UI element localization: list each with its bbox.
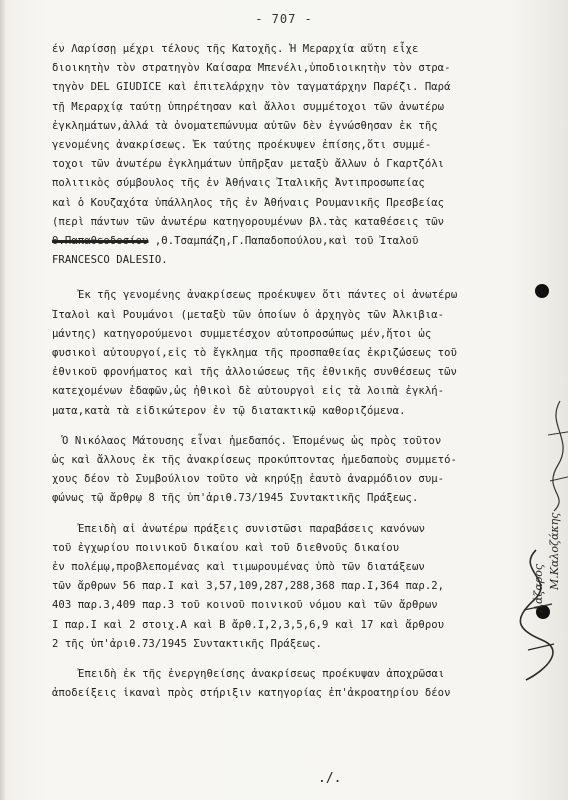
text-line: ἀποδείξεις ἱκαναὶ πρὸς στήριξιν κατηγορίας ἐπ'ἀκροατηρίου δέον	[52, 687, 451, 700]
paragraph-gap	[52, 654, 530, 665]
paragraph-gap	[52, 509, 530, 520]
text-line: χους δέον τὸ Συμβούλιον τοῦτο νὰ κηρύξῃ ἑαυτὸ ἀναρμόδιον συμ-	[52, 473, 445, 486]
text-line: Θ.Παπαθεοδοσίου ,Θ.Τσαμπάζη,Γ.Παπαδοπούλου,καὶ τοῦ Ἰταλοῦ	[52, 235, 419, 248]
text-line: (περὶ πάντων τῶν ἀνωτέρω κατηγορουμένων βλ.τὰς καταθέσεις τῶν	[52, 215, 445, 228]
page-number: - 707 -	[255, 12, 313, 26]
text-line: Ι παρ.Ι καὶ 2 στοιχ.Α καὶ Β ἄρθ.Ι,2,3,5,6,9 καὶ 17 καὶ ἄρθρου	[52, 618, 445, 631]
margin-handwriting: Λάζαρος	[532, 563, 545, 612]
struck-name: Θ.Παπαθεοδοσίου	[52, 235, 149, 248]
text-line: ἐν πολέμῳ,προβλεπομένας καὶ τιμωρουμένας ὑπὸ τῶν διατάξεων	[52, 561, 425, 574]
text-line: τοῦ ἐγχωρίου ποινικοῦ δικαίου καὶ τοῦ διεθνοῦς δικαίου	[52, 541, 400, 554]
text-line: φυσικοὶ αὐτουργοί,εἰς τὸ ἔγκλημα τῆς προσπαθείας ἐκριζώσεως τοῦ	[52, 347, 457, 360]
paragraph-gap	[52, 421, 530, 432]
text-line: Ἐπειδὴ αἱ ἀνωτέρω πράξεις συνιστῶσι παραβάσεις κανόνων	[78, 522, 426, 535]
text-line: φώνως τῷ ἄρθρῳ 8 τῆς ὑπ'ἀριθ.73/1945 Συντακτικῆς Πράξεως.	[52, 492, 419, 505]
text-line: 403 παρ.3,409 παρ.3 τοῦ κοινοῦ ποινικοῦ νόμου καὶ τῶν ἄρθρων	[52, 599, 438, 612]
text-line: διοικητὴν τὸν στρατηγὸν Καίσαρα Μπενέλι,ὑποδιοικητὴν τὸν στρα-	[52, 62, 451, 75]
text-line: τοχοι τῶν ἀνωτέρω ἐγκλημάτων ὑπῆρξαν μεταξὺ ἄλλων ὁ Γκαρτζόλι	[52, 158, 445, 171]
continuation-mark: ./.	[318, 771, 342, 786]
text-line: τηγὸν DEL GIUDICE καὶ ἐπιτελάρχην τὸν ταγματάρχην Παρέζι. Παρά	[52, 81, 451, 94]
text-line: κατεχομένων ἐδαφῶν,ὡς ἠθικοὶ δὲ αὐτουργοὶ εἰς τὰ λοιπὰ ἐγκλή-	[52, 385, 445, 398]
text-line: ἐγκλημάτων,ἀλλά τὰ ὀνοματεπώνυμα αὐτῶν δὲν ἐγνώσθησαν ἐκ τῆς	[52, 119, 438, 132]
text-line: γενομένης ἀνακρίσεως. Ἐκ ταύτης προέκυψεν ἐπίσης,ὅτι συμμέ-	[52, 139, 432, 152]
text-line: πολιτικὸς σύμβουλος τῆς ἐν Ἀθήναις Ἰταλικῆς Ἀντιπροσωπείας	[52, 177, 425, 190]
text-line: ἐθνικοῦ φρονήματος καὶ τῆς ἀλλοιώσεως τῆς ἐθνικῆς συνθέσεως τῶν	[52, 366, 457, 379]
text-line: τῶν ἄρθρων 56 παρ.Ι καὶ 3,57,109,287,288,368 παρ.Ι,364 παρ.2,	[52, 580, 445, 593]
text-line: Ἰταλοὶ καὶ Ρουμάνοι (μεταξὺ τῶν ὁποίων ὁ ἀρχηγὸς τῶν Ἀλκιβια-	[52, 308, 445, 321]
text-line: Ἐκ τῆς γενομένης ἀνακρίσεως προέκυψεν ὅτι πάντες οἱ ἀνωτέρω	[78, 289, 458, 302]
signature-scribble	[506, 540, 566, 690]
text-line: Ὁ Νικόλαος Μάτουσης εἶναι ἡμεδαπός. Ἐπομένως ὡς πρὸς τοῦτον	[62, 434, 442, 447]
text-line: ὡς καὶ ἄλλους ἐκ τῆς ἀνακρίσεως προκύπτοντας ἡμεδαποὺς συμμετό-	[52, 454, 457, 467]
text-line: τῇ Μεραρχίᾳ ταύτῃ ὑπηρέτησαν καὶ ἄλλοι συμμέτοχοι τῶν ἀνωτέρω	[52, 100, 445, 113]
text-line: καὶ ὁ Κουζαχότα ὑπάλληλος τῆς ἐν Ἀθήναις Ρουμανικῆς Πρεσβείας	[52, 196, 445, 209]
text-line: FRANCESCO DALESIO.	[52, 254, 168, 267]
signature-scribble	[540, 395, 568, 515]
punch-hole-top	[535, 284, 549, 298]
document-body	[52, 40, 530, 704]
margin-handwriting: Μ.Καλοζάκης	[548, 512, 561, 590]
text-line: ματα,κατὰ τὰ εἰδικώτερον ἐν τῷ διατακτικῷ καθοριζόμενα.	[52, 404, 406, 417]
text-line: μάντης) κατηγορούμενοι συμμετέσχον αὐτοπροσώπως μέν,ἤτοι ὡς	[52, 327, 432, 340]
text-line: έν Λαρίσσῃ μέχρι τέλους τῆς Κατοχῆς. Ἡ Μεραρχία αὕτη εἶχε	[52, 43, 419, 55]
paragraph-gap	[52, 270, 530, 286]
text-line: Ἐπειδὴ ἐκ τῆς ἐνεργηθείσης ἀνακρίσεως προέκυψαν ἀποχρῶσαι	[78, 668, 445, 681]
text-line: 2 τῆς ὑπ'ἀριθ.73/1945 Συντακτικῆς Πράξεως.	[52, 637, 322, 650]
